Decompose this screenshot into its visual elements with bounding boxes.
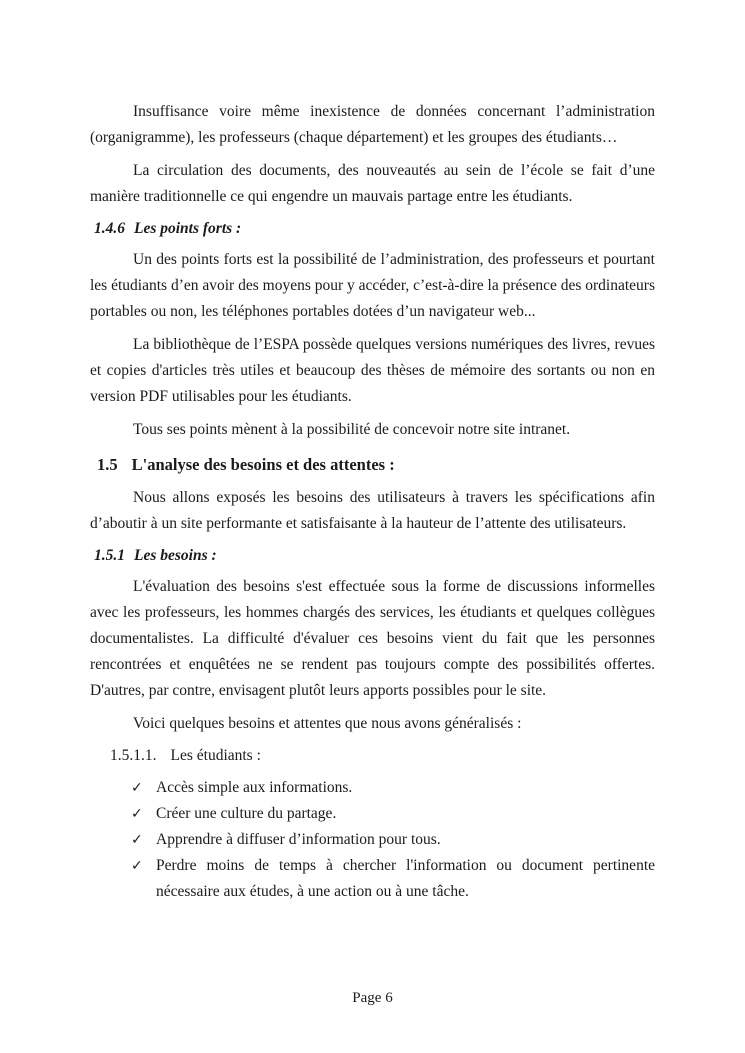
list-item [130, 827, 655, 853]
checkmark-icon: ✓ [131, 806, 143, 822]
paragraph-bibliotheque: La bibliothèque de l’ESPA possède quelques versions numériques des livres, revues et copies d'articles très utiles et beaucoup des thèses de mémoire des sortants ou non en version PDF utilisables pour les étudiants. [90, 336, 655, 405]
list-item-text: Perdre moins de temps à chercher l'information ou document pertinente nécessaire aux études, à une action ou à une tâche. [156, 857, 655, 900]
paragraph-evaluation-besoins: L'évaluation des besoins s'est effectuée sous la forme de discussions informelles avec les professeurs, les hommes chargés des services, les étudiants et quelques collègues documentalistes. La difficulté d'évaluer ces besoins vient du fait que les personnes rencontrées et enquêtées ne se rendent pas toujours compte des possibilités offertes. D'autres, par contre, envisagent plutôt leurs apports possibles pour le site. [90, 578, 655, 699]
paragraph-voici-besoins: Voici quelques besoins et attentes que nous avons généralisés : [133, 715, 522, 732]
paragraph-points-forts-1: Un des points forts est la possibilité de l’administration, des professeurs et pourtant les étudiants d’en avoir des moyens pour y accéder, c’est-à-dire la présence des ordinateurs portables ou non, les téléphones portables dotées d’un navigateur web... [90, 251, 655, 320]
heading-number: 1.5 [97, 455, 118, 474]
heading-title: Les besoins : [134, 547, 217, 564]
heading-number: 1.4.6 [94, 220, 125, 237]
list-item [130, 801, 655, 827]
heading-besoins [90, 547, 655, 565]
checkmark-icon: ✓ [131, 858, 143, 874]
paragraph-conclusion-points: Tous ses points mènent à la possibilité de concevoir notre site intranet. [133, 421, 571, 438]
heading-title: Les points forts : [134, 220, 242, 237]
heading-analyse-besoins [90, 455, 655, 475]
list-item [130, 853, 655, 905]
heading-title: Les étudiants : [170, 747, 261, 764]
list-item-text: Créer une culture du partage. [156, 805, 337, 822]
heading-number: 1.5.1.1. [110, 747, 157, 764]
page-number-footer: Page 6 [352, 990, 393, 1006]
paragraph-analyse-intro: Nous allons exposés les besoins des utilisateurs à travers les spécifications afin d’aboutir à un site performante et satisfaisante à la hauteur de l’attente des utilisateurs. [90, 489, 655, 532]
list-item-text: Accès simple aux informations. [156, 779, 353, 796]
heading-title: L'analyse des besoins et des attentes : [131, 455, 395, 474]
checkmark-icon: ✓ [131, 780, 143, 796]
paragraph-insuffisance: Insuffisance voire même inexistence de données concernant l’administration (organigramme), les professeurs (chaque département) et les groupes des étudiants… [90, 103, 655, 146]
heading-etudiants [90, 747, 655, 765]
page-content [90, 99, 655, 905]
list-item [130, 775, 655, 801]
list-item-text: Apprendre à diffuser d’information pour tous. [156, 831, 441, 848]
heading-points-forts [90, 220, 655, 238]
heading-number: 1.5.1 [94, 547, 125, 564]
checkmark-icon: ✓ [131, 832, 143, 848]
paragraph-circulation: La circulation des documents, des nouveautés au sein de l’école se fait d’une manière traditionnelle ce qui engendre un mauvais partage entre les étudiants. [90, 162, 655, 205]
besoins-check-list [130, 775, 655, 905]
